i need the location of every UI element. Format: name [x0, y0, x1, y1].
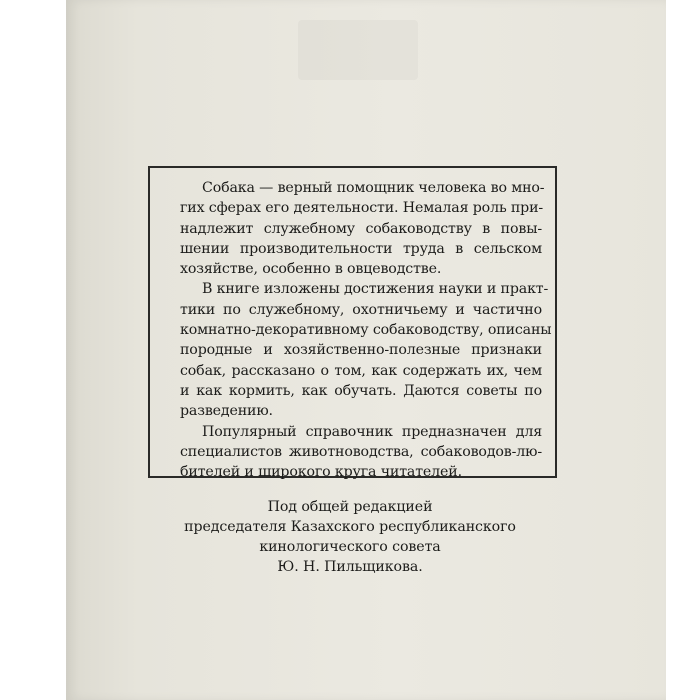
editor-credit [150, 497, 550, 577]
text-line: В книге изложены достижения науки и практ- [202, 281, 549, 298]
text-line: хозяйстве, особенно в овцеводстве. [180, 261, 442, 278]
text-line: и как кормить, как обучать. Даются советы по [180, 382, 542, 399]
text-line: Популярный справочник предназначен для [202, 423, 542, 440]
page-showthrough [298, 20, 418, 80]
text-line: шении производительности труда в сельском [180, 240, 542, 257]
annotation-paragraph-1 [180, 178, 545, 279]
text-line: разведению. [180, 403, 273, 420]
text-line: бителей и широкого круга читателей. [180, 464, 462, 481]
editor-line: Под общей редакцией [267, 499, 433, 515]
text-line: Собака — верный помощник человека во мно- [202, 180, 545, 196]
editor-name: Ю. Н. Пильщикова. [277, 559, 423, 575]
editor-line: кинологического совета [259, 539, 441, 555]
annotation-paragraph-2 [180, 279, 552, 421]
annotation-text [180, 178, 552, 482]
text-line: собак, рассказано о том, как содержать их, чем [180, 362, 542, 379]
text-line: надлежит служебному собаководству в повы- [180, 220, 542, 237]
text-line: тики по служебному, охотничьему и частично [180, 301, 542, 318]
text-line: специалистов животноводства, собаководов-лю- [180, 443, 542, 460]
text-line: комнатно-декоративному собаководству, описаны [180, 322, 552, 339]
annotation-paragraph-3 [180, 422, 542, 483]
text-line: гих сферах его деятельности. Немалая роль при- [180, 200, 544, 217]
editor-line: председателя Казахского республиканского [184, 519, 516, 535]
text-line: породные и хозяйственно-полезные признаки [180, 342, 542, 359]
